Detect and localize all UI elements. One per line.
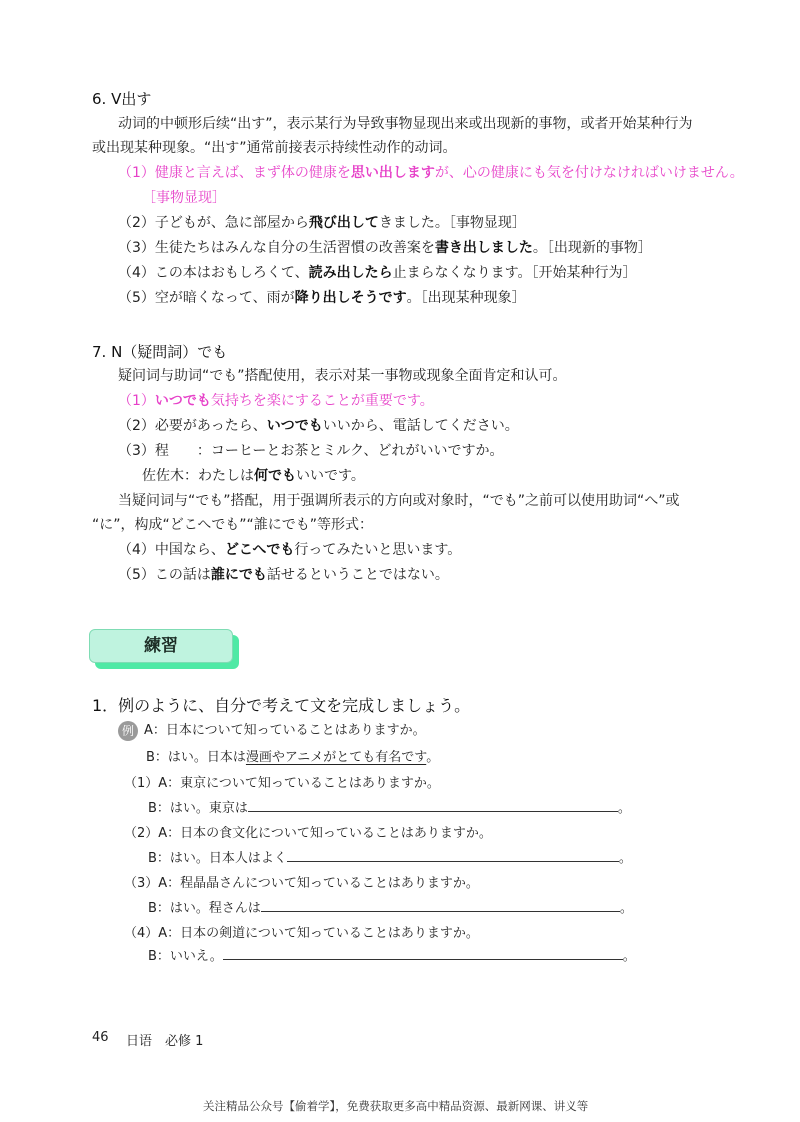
ex-emphasis: 読み出したら	[308, 265, 393, 281]
ex-text: B：はい。東京は	[148, 801, 248, 816]
practice-badge-label: 練習	[89, 629, 233, 663]
practice-item-4-a: （4）A：日本の剣道について知っていることはありますか。	[124, 926, 479, 941]
ex-text: 気持ちを楽にすることが重要です。	[210, 393, 434, 409]
ex-emphasis: 降り出しそうです	[294, 290, 407, 306]
ex-text: 話せるということではない。	[266, 567, 449, 583]
ex-text: いいから、電話してください。	[322, 418, 519, 434]
section-7-desc2-line1: 当疑问词与“でも”搭配，用于强调所表示的方向或对象时，“でも”之前可以使用助词“へ”或	[118, 493, 680, 509]
example-badge: 例	[118, 721, 138, 741]
ex-emphasis: 何でも	[254, 468, 296, 484]
section-6-example-5	[118, 287, 526, 307]
section-6-example-1-tag: ［事物显现］	[142, 190, 226, 206]
section-7-example-5	[118, 564, 449, 584]
section-6-example-2	[118, 212, 526, 232]
book-title: 日语 必修 1	[126, 1034, 204, 1049]
ex-emphasis: 誰にでも	[210, 567, 267, 583]
ex-emphasis: いつでも	[154, 393, 211, 409]
practice-item-2-a: （2）A：日本の食文化について知っていることはありますか。	[124, 826, 492, 841]
ex-end: 。	[619, 901, 633, 916]
practice-q1-title: 1．例のように、自分で考えて文を完成しましょう。	[92, 696, 471, 715]
ex-text: （1）健康と言えば、まず体の健康を	[118, 165, 351, 181]
section-6-desc-line1: 动词的中顿形后续“出す”，表示某行为导致事物显现出来或出现新的事物，或者开始某种行为	[118, 116, 693, 132]
ex-emphasis: 思い出します	[350, 165, 435, 181]
practice-example-b	[146, 746, 439, 765]
ex-end: 。	[617, 801, 631, 816]
ex-text: A：日本について知っていることはありますか。	[144, 723, 426, 738]
section-7-example-3b	[142, 465, 365, 485]
example-answer: 漫画やアニメがとても有名です	[245, 750, 427, 765]
section-7-example-4	[118, 539, 461, 559]
ex-emphasis: 書き出しました	[434, 240, 533, 256]
ex-text: 。［出现新的事物］	[532, 240, 652, 256]
section-6-example-4	[118, 262, 637, 282]
section-6-example-3	[118, 237, 652, 257]
ex-end: 。	[426, 750, 440, 765]
section-6-example-1	[118, 162, 744, 182]
speaker: （3）程 ：	[118, 443, 211, 459]
section-7-heading: 7. N（疑問詞）でも	[92, 343, 228, 361]
ex-end: 。	[618, 851, 632, 866]
ex-emphasis: どこへでも	[224, 542, 295, 558]
ex-text: B：はい。日本人はよく	[148, 851, 287, 866]
ex-text: 止まらなくなります。［开始某种行为］	[392, 265, 637, 281]
ex-text: （5）この話は	[118, 567, 211, 583]
answer-blank-2[interactable]	[287, 847, 619, 862]
practice-item-3-a: （3）A：程晶晶さんについて知っていることはありますか。	[124, 876, 479, 891]
page-number: 46	[92, 1030, 109, 1045]
ex-text: （4）この本はおもしろくて、	[118, 265, 309, 281]
section-7-example-1	[118, 390, 434, 410]
footer-note: 关注精品公众号【偷着学】，免费获取更多高中精品资源、最新网课、讲义等	[203, 1099, 589, 1113]
ex-text: （2）子どもが、急に部屋から	[118, 215, 309, 231]
speaker: 佐佐木：	[142, 468, 198, 484]
practice-item-2-b	[148, 847, 632, 866]
ex-emphasis: いつでも	[266, 418, 323, 434]
ex-text: （2）必要があったら、	[118, 418, 267, 434]
ex-emphasis: 飛び出して	[308, 215, 379, 231]
ex-text: B：はい。日本は	[146, 750, 246, 765]
answer-blank-3[interactable]	[261, 897, 620, 912]
ex-text: いいです。	[296, 468, 365, 484]
section-6-desc-line2: 或出现某种现象。“出す”通常前接表示持续性动作的动词。	[92, 140, 457, 156]
ex-text: （1）	[118, 393, 155, 409]
section-7-desc: 疑问词与助词“でも”搭配使用，表示对某一事物或现象全面肯定和认可。	[118, 368, 567, 384]
section-7-desc2-line2: “に”，构成“どこへでも”“誰にでも”等形式：	[92, 517, 373, 533]
ex-text: コーヒーとお茶とミルク、どれがいいですか。	[210, 443, 504, 459]
answer-blank-1[interactable]	[248, 797, 618, 812]
practice-example-a	[118, 719, 426, 741]
practice-item-3-b	[148, 897, 633, 916]
ex-text: （5）空が暗くなって、雨が	[118, 290, 295, 306]
ex-text: （4）中国なら、	[118, 542, 225, 558]
section-7-example-3	[118, 440, 504, 460]
answer-blank-4[interactable]	[223, 945, 623, 960]
ex-end: 。	[622, 949, 636, 964]
ex-text: 行ってみたいと思います。	[294, 542, 462, 558]
ex-text: が、心の健康にも気を付けなければいけません。	[434, 165, 744, 181]
practice-item-4-b	[148, 945, 636, 964]
section-7-example-2	[118, 415, 519, 435]
ex-text: 。［出现某种现象］	[406, 290, 526, 306]
section-6-heading: 6. V出す	[92, 90, 152, 108]
practice-section-badge	[89, 629, 239, 669]
ex-text: （3）生徒たちはみんな自分の生活習慣の改善案を	[118, 240, 435, 256]
ex-text: B：いいえ。	[148, 949, 223, 964]
practice-item-1-b	[148, 797, 631, 816]
ex-text: きました。［事物显现］	[378, 215, 526, 231]
ex-text: わたしは	[198, 468, 254, 484]
practice-item-1-a: （1）A：東京について知っていることはありますか。	[124, 776, 440, 791]
ex-text: B：はい。程さんは	[148, 901, 261, 916]
